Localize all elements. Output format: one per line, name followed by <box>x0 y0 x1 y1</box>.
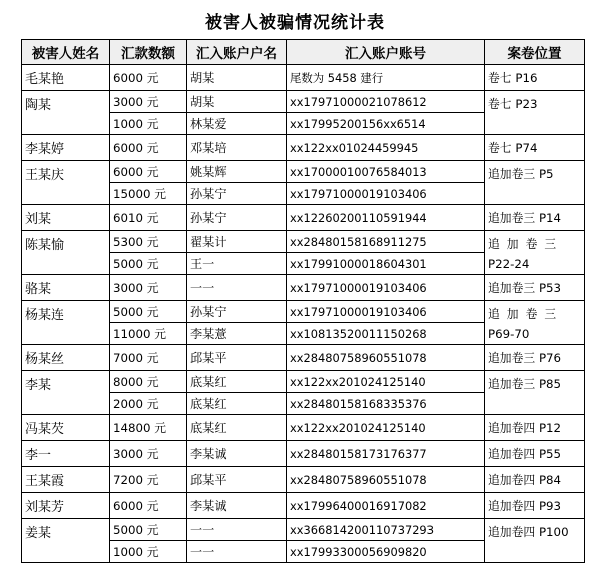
account-holder-cell: 底某红 <box>187 371 287 393</box>
account-holder-cell: 邱某平 <box>187 467 287 493</box>
case-location-line: 追加卷四 P100 <box>488 525 569 539</box>
header-row <box>22 40 585 65</box>
victim-table <box>21 39 585 563</box>
victim-name-cell: 李某 <box>22 371 110 415</box>
amount-cell: 3000 元 <box>110 91 187 113</box>
amount-cell: 3000 元 <box>110 441 187 467</box>
victim-name-cell: 刘某 <box>22 205 110 231</box>
amount-cell: 15000 元 <box>110 183 187 205</box>
victim-name-cell: 冯某芡 <box>22 415 110 441</box>
account-number-cell: xx17971000019103406 <box>287 275 485 301</box>
amount-cell: 1000 元 <box>110 541 187 563</box>
case-location-cell <box>485 467 585 493</box>
table-row <box>22 205 585 231</box>
case-location-line: 追加卷三 P53 <box>488 281 562 295</box>
case-location-line: 卷七 P23 <box>488 97 538 111</box>
amount-cell: 8000 元 <box>110 371 187 393</box>
account-number-cell: xx17971000019103406 <box>287 183 485 205</box>
account-number-cell: xx17971000021078612 <box>287 91 485 113</box>
amount-cell: 5000 元 <box>110 519 187 541</box>
amount-cell: 1000 元 <box>110 113 187 135</box>
table-row <box>22 301 585 323</box>
victim-name-cell: 王某霞 <box>22 467 110 493</box>
header-victim-name: 被害人姓名 <box>22 40 110 65</box>
victim-name-cell: 杨某丝 <box>22 345 110 371</box>
case-location-line: 追加卷三 <box>488 237 564 251</box>
account-number-cell: xx28480158173176377 <box>287 441 485 467</box>
account-holder-cell: 翟某计 <box>187 231 287 253</box>
case-location-cell <box>485 345 585 371</box>
account-holder-cell: 底某红 <box>187 393 287 415</box>
table-row <box>22 161 585 183</box>
amount-cell: 7000 元 <box>110 345 187 371</box>
account-number-cell: xx12260200110591944 <box>287 205 485 231</box>
account-holder-cell: 孙某宁 <box>187 301 287 323</box>
case-location-line: 卷七 P74 <box>488 141 538 155</box>
amount-cell: 11000 元 <box>110 323 187 345</box>
amount-cell: 5000 元 <box>110 301 187 323</box>
table-row <box>22 135 585 161</box>
account-number-cell: 尾数为 5458 建行 <box>287 65 485 91</box>
table-row <box>22 441 585 467</box>
case-location-cell <box>485 441 585 467</box>
case-location-cell <box>485 371 585 415</box>
account-number-cell: xx122xx01024459945 <box>287 135 485 161</box>
case-location-line: 追加卷四 P84 <box>488 473 562 487</box>
amount-cell: 6000 元 <box>110 161 187 183</box>
case-location-cell <box>485 493 585 519</box>
case-location-cell <box>485 161 585 205</box>
victim-name-cell: 陈某愉 <box>22 231 110 275</box>
case-location-cell <box>485 205 585 231</box>
case-location-line: 追加卷三 <box>488 307 564 321</box>
account-holder-cell: 一一 <box>187 519 287 541</box>
case-location-line: P22-24 <box>488 257 530 271</box>
victim-name-cell: 毛某艳 <box>22 65 110 91</box>
account-holder-cell: 李某诚 <box>187 493 287 519</box>
table-row <box>22 415 585 441</box>
account-holder-cell: 胡某 <box>187 91 287 113</box>
table-row <box>22 91 585 113</box>
amount-cell: 14800 元 <box>110 415 187 441</box>
case-location-cell <box>485 135 585 161</box>
account-number-cell: xx28480158168911275 <box>287 231 485 253</box>
case-location-cell <box>485 415 585 441</box>
case-location-line: 追加卷三 P85 <box>488 377 562 391</box>
account-number-cell: xx10813520011150268 <box>287 323 485 345</box>
header-amount: 汇款数额 <box>110 40 187 65</box>
case-location-cell <box>485 275 585 301</box>
case-location-line: 追加卷四 P93 <box>488 499 562 513</box>
account-holder-cell: 胡某 <box>187 65 287 91</box>
account-number-cell: xx17995200156xx6514 <box>287 113 485 135</box>
table-body <box>22 65 585 563</box>
account-number-cell: xx17991000018604301 <box>287 253 485 275</box>
victim-name-cell: 王某庆 <box>22 161 110 205</box>
table-row <box>22 345 585 371</box>
account-number-cell: xx28480158168335376 <box>287 393 485 415</box>
amount-cell: 6010 元 <box>110 205 187 231</box>
table-row <box>22 65 585 91</box>
account-number-cell: xx17996400016917082 <box>287 493 485 519</box>
amount-cell: 6000 元 <box>110 493 187 519</box>
amount-cell: 7200 元 <box>110 467 187 493</box>
victim-name-cell: 陶某 <box>22 91 110 135</box>
account-number-cell: xx28480758960551078 <box>287 467 485 493</box>
amount-cell: 3000 元 <box>110 275 187 301</box>
case-location-cell <box>485 231 585 275</box>
amount-cell: 5300 元 <box>110 231 187 253</box>
case-location-line: 追加卷四 P12 <box>488 421 562 435</box>
header-case-location: 案卷位置 <box>485 40 585 65</box>
account-holder-cell: 邱某平 <box>187 345 287 371</box>
table-title: 被害人被骗情况统计表 <box>205 13 385 33</box>
header-account-number: 汇入账户账号 <box>287 40 485 65</box>
account-holder-cell: 底某红 <box>187 415 287 441</box>
account-number-cell: xx17971000019103406 <box>287 301 485 323</box>
amount-cell: 6000 元 <box>110 65 187 91</box>
account-holder-cell: 一一 <box>187 275 287 301</box>
table-row <box>22 467 585 493</box>
amount-cell: 5000 元 <box>110 253 187 275</box>
table-row <box>22 231 585 253</box>
table-row <box>22 275 585 301</box>
account-holder-cell: 姚某辉 <box>187 161 287 183</box>
account-holder-cell: 王一 <box>187 253 287 275</box>
table-row <box>22 519 585 541</box>
case-location-line: P69-70 <box>488 327 530 341</box>
victim-name-cell: 李某婷 <box>22 135 110 161</box>
case-location-cell <box>485 91 585 135</box>
account-holder-cell: 孙某宁 <box>187 183 287 205</box>
account-number-cell: xx28480758960551078 <box>287 345 485 371</box>
account-number-cell: xx17000010076584013 <box>287 161 485 183</box>
account-holder-cell: 李某诚 <box>187 441 287 467</box>
victim-name-cell: 杨某连 <box>22 301 110 345</box>
victim-name-cell: 姜某 <box>22 519 110 563</box>
case-location-line: 卷七 P16 <box>488 71 538 85</box>
case-location-line: 追加卷三 P5 <box>488 167 554 181</box>
account-number-cell: xx122xx201024125140 <box>287 415 485 441</box>
account-holder-cell: 林某爱 <box>187 113 287 135</box>
account-holder-cell: 一一 <box>187 541 287 563</box>
amount-cell: 2000 元 <box>110 393 187 415</box>
case-location-line: 追加卷四 P55 <box>488 447 562 461</box>
case-location-cell <box>485 519 585 563</box>
case-location-line: 追加卷三 P76 <box>488 351 562 365</box>
victim-name-cell: 李一 <box>22 441 110 467</box>
case-location-line: 追加卷三 P14 <box>488 211 562 225</box>
header-account-holder: 汇入账户户名 <box>187 40 287 65</box>
account-holder-cell: 孙某宁 <box>187 205 287 231</box>
victim-name-cell: 刘某芳 <box>22 493 110 519</box>
account-number-cell: xx122xx201024125140 <box>287 371 485 393</box>
account-holder-cell: 李某薏 <box>187 323 287 345</box>
table-row <box>22 493 585 519</box>
case-location-cell <box>485 65 585 91</box>
table-row <box>22 371 585 393</box>
account-number-cell: xx36681420011073729З <box>287 519 485 541</box>
account-holder-cell: 邓某培 <box>187 135 287 161</box>
amount-cell: 6000 元 <box>110 135 187 161</box>
victim-name-cell: 骆某 <box>22 275 110 301</box>
account-number-cell: xx17993300056909820 <box>287 541 485 563</box>
case-location-cell <box>485 301 585 345</box>
